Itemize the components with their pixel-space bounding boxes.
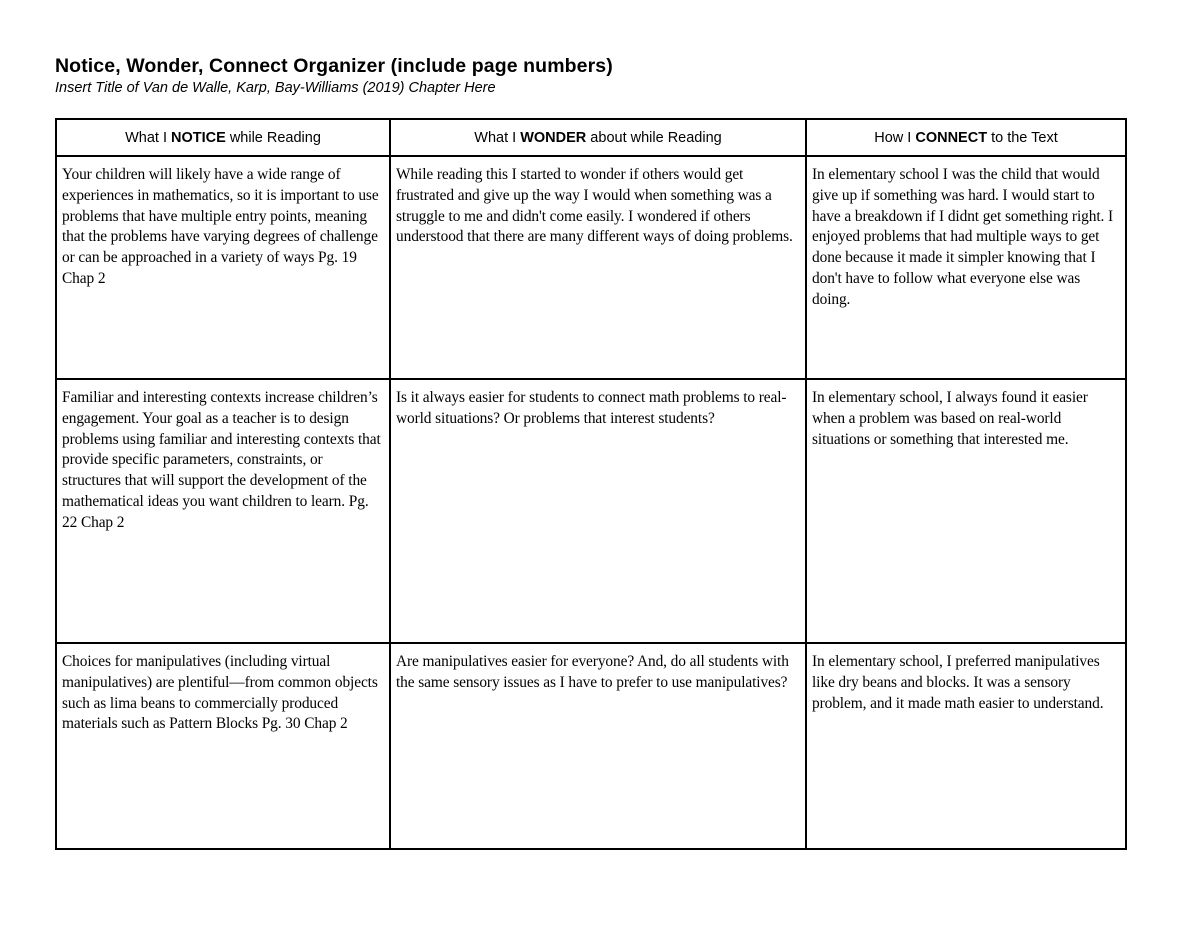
connect-cell [806, 379, 1126, 643]
connect-cell [806, 643, 1126, 849]
connect-cell [806, 156, 1126, 379]
header-notice-suffix: while Reading [225, 129, 321, 146]
connect-text: In elementary school, I always found it easier when a problem was based on real-world situations or something that interested me. [812, 389, 1088, 448]
header-wonder-prefix: What I [474, 129, 521, 146]
document-title: Notice, Wonder, Connect Organizer (include page numbers) [55, 55, 613, 77]
table-row [56, 643, 1126, 849]
notice-text: Familiar and interesting contexts increase children’s engagement. Your goal as a teacher is to design problems using familiar and interesting contexts that provide specific parameters, constraints, or structures that will support the development of the mathematical ideas you want children to learn. Pg. 22 Chap 2 [62, 389, 381, 531]
header-row [56, 119, 1126, 156]
header-wonder-suffix: about while Reading [586, 129, 722, 146]
wonder-text: While reading this I started to wonder if others would get frustrated and give up the way I would when something was a struggle to me and didn't come easily. I wondered if others understood that there are many different ways of doing problems. [396, 166, 793, 246]
header-connect [806, 119, 1126, 156]
notice-cell [56, 643, 390, 849]
notice-cell [56, 156, 390, 379]
wonder-cell [390, 643, 806, 849]
header-notice-prefix: What I [125, 129, 172, 146]
wonder-text: Are manipulatives easier for everyone? And, do all students with the same sensory issues as I have to prefer to use manipulatives? [396, 653, 789, 691]
header-wonder-strong: WONDER [520, 129, 587, 146]
wonder-cell [390, 156, 806, 379]
organizer-table [55, 118, 1127, 850]
header-connect-strong: CONNECT [915, 129, 988, 146]
header-notice [56, 119, 390, 156]
notice-cell [56, 379, 390, 643]
header-notice-strong: NOTICE [171, 129, 226, 146]
document-subtitle: Insert Title of Van de Walle, Karp, Bay-Williams (2019) Chapter Here [55, 80, 496, 96]
wonder-text: Is it always easier for students to connect math problems to real-world situations? Or problems that interest students? [396, 389, 787, 427]
wonder-cell [390, 379, 806, 643]
table-row [56, 379, 1126, 643]
connect-text: In elementary school I was the child that would give up if something was hard. I would start to have a breakdown if I didnt get something right. I enjoyed problems that had multiple ways to get done because it made it simpler knowing that I don't have to follow what everyone else was doing. [812, 166, 1114, 308]
table-row [56, 156, 1126, 379]
connect-text: In elementary school, I preferred manipulatives like dry beans and blocks. It was a sensory problem, and it made math easier to understand. [812, 653, 1104, 712]
header-connect-suffix: to the Text [987, 129, 1058, 146]
header-wonder [390, 119, 806, 156]
notice-text: Your children will likely have a wide range of experiences in mathematics, so it is important to use problems that have multiple entry points, meaning that the problems have varying degrees of challenge or can be approached in a variety of ways Pg. 19 Chap 2 [62, 166, 379, 287]
header-connect-prefix: How I [874, 129, 916, 146]
notice-text: Choices for manipulatives (including virtual manipulatives) are plentiful—from common objects such as lima beans to commercially produced materials such as Pattern Blocks Pg. 30 Chap 2 [62, 653, 378, 733]
